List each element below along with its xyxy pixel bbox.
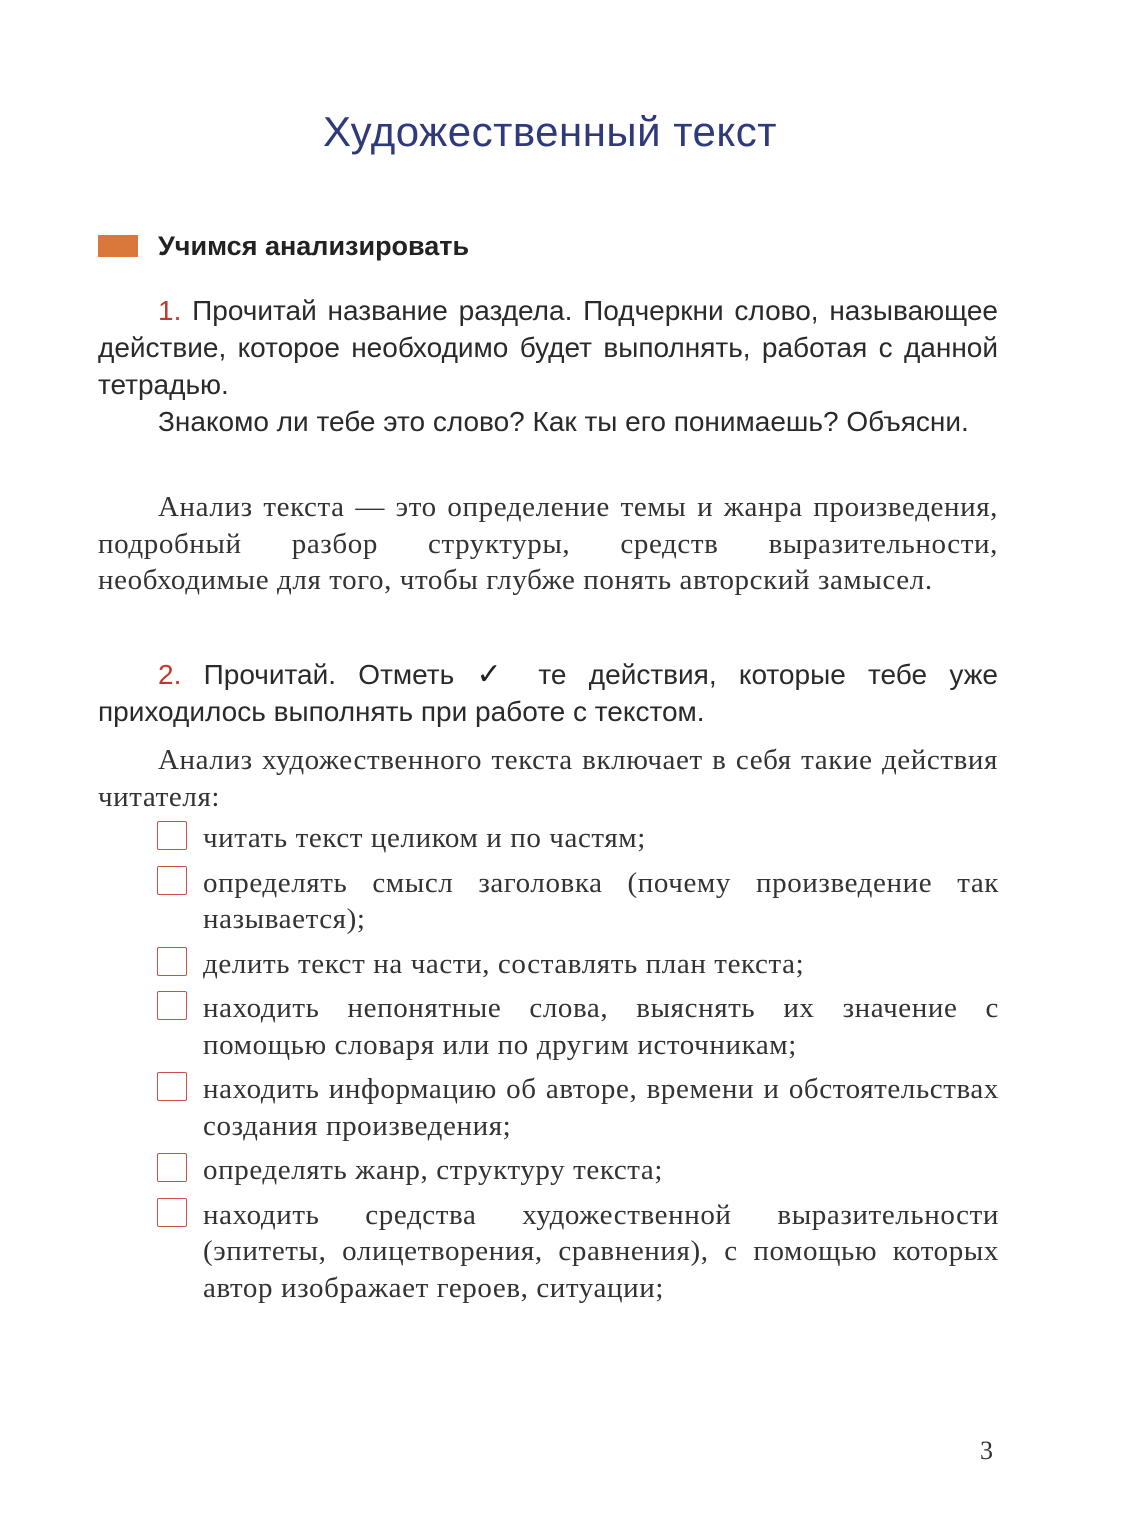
list-item: читать текст целиком и по частям; xyxy=(157,820,999,857)
list-item: находить средства художественной выразительности (эпитеты, олицетворения, сравнения), с помощью которых автор изображает героев, ситуации; xyxy=(157,1197,999,1307)
list-item: определять жанр, структуру текста; xyxy=(157,1152,999,1189)
section-heading xyxy=(98,228,469,264)
checkbox[interactable] xyxy=(157,866,187,895)
task-2-number: 2. xyxy=(158,659,182,690)
task-2 xyxy=(98,656,998,730)
list-item: находить непонятные слова, выяснять их значение с помощью словаря или по другим источникам; xyxy=(157,990,999,1063)
definition-text: Анализ текста — это определение темы и жанра произведения, подробный разбор структуры, средств выразительности, необходимые для того, чтобы глубже понять авторский замысел. xyxy=(98,491,998,596)
check-mark-icon: ✓ xyxy=(476,658,517,691)
list-item: определять смысл заголовка (почему произведение так называется); xyxy=(157,865,999,938)
action-list xyxy=(157,820,999,1306)
intro-text: Анализ художественного текста включает в себя такие действия читателя: xyxy=(98,744,998,813)
page-title: Художественный текст xyxy=(323,108,777,155)
task-1-text: 1. Прочитай название раздела. Подчеркни слово, называющее действие, которое необходимо будет выполнять, работая с данной тетрадью. xyxy=(98,295,999,400)
section-title: Учимся анализировать xyxy=(158,230,470,261)
checkbox[interactable] xyxy=(157,821,187,850)
checkbox[interactable] xyxy=(157,1072,187,1101)
list-item: делить текст на части, составлять план текста; xyxy=(157,946,999,983)
list-item: находить информацию об авторе, времени и обстоятельствах создания произведения; xyxy=(157,1071,999,1144)
section-marker xyxy=(98,235,138,257)
checkbox[interactable] xyxy=(157,1153,187,1182)
checkbox[interactable] xyxy=(157,991,187,1020)
task-1-question: Знакомо ли тебе это слово? Как ты его понимаешь? Объясни. xyxy=(158,406,969,437)
task-1-number: 1. xyxy=(158,295,182,326)
checkbox[interactable] xyxy=(157,1198,187,1227)
page-number: 3 xyxy=(980,1436,993,1465)
task-2-text: 2. Прочитай. Отметь ✓ те действия, которые тебе уже приходилось выполнять при работе с текстом. xyxy=(98,658,998,727)
task-1 xyxy=(98,292,998,440)
checkbox[interactable] xyxy=(157,947,187,976)
